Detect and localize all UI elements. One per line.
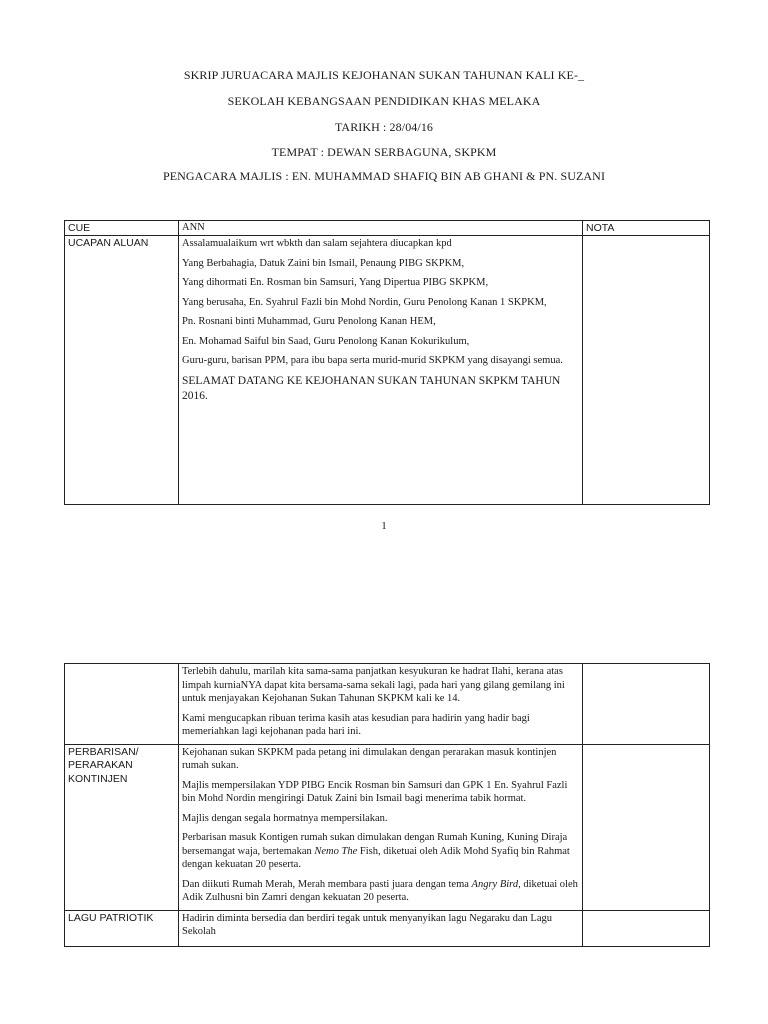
ann-cell <box>179 910 583 946</box>
nota-cell <box>583 744 710 910</box>
ann-paragraph: Kami mengucapkan ribuan terima kasih atas kesudian para hadirin yang hadir bagi memeriahkan lagi kejohanan pada hari ini. <box>182 712 530 737</box>
ann-paragraph: Hadirin diminta bersedia dan berdiri tegak untuk menyanyikan lagu Negaraku dan Lagu Sekolah <box>182 912 553 937</box>
ann-text: Fish, diketuai oleh Adik Mohd Syafiq bin Rahmat dengan kekuatan 20 peserta. <box>182 845 570 870</box>
column-header-cue: CUE <box>65 221 179 236</box>
event-date: TARIKH : 28/04/16 <box>334 120 434 134</box>
cue-cell: LAGU PATRIOTIK <box>65 910 179 946</box>
script-table-page2 <box>64 663 710 947</box>
welcome-announcement: SELAMAT DATANG KE KEJOHANAN SUKAN TAHUNAN SKPKM TAHUN 2016. <box>182 374 561 402</box>
script-title: SKRIP JURUACARA MAJLIS KEJOHANAN SUKAN TAHUNAN KALI KE-_ <box>183 68 585 82</box>
event-venue: TEMPAT : DEWAN SERBAGUNA, SKPKM <box>271 145 497 159</box>
ann-italic-text: Angry Bird, <box>471 878 521 890</box>
column-header-ann: ANN <box>179 221 583 236</box>
cue-cell <box>65 664 179 745</box>
ann-paragraph <box>182 831 579 872</box>
ann-paragraph: Kejohanan sukan SKPKM pada petang ini dimulakan dengan perarakan masuk kontinjen rumah sukan. <box>182 746 557 771</box>
ann-paragraph: En. Mohamad Saiful bin Saad, Guru Penolong Kanan Kokurikulum, <box>182 335 470 347</box>
column-header-nota: NOTA <box>583 221 710 236</box>
nota-cell <box>583 664 710 745</box>
ann-paragraph: Yang berusaha, En. Syahrul Fazli bin Mohd Nordin, Guru Penolong Kanan 1 SKPKM, <box>182 296 547 308</box>
table-row <box>65 236 710 505</box>
ann-cell <box>179 744 583 910</box>
ann-paragraph: Terlebih dahulu, marilah kita sama-sama panjatkan kesyukuran ke hadrat Ilahi, kerana atas limpah kurniaNYA dapat kita bersama-sama sekali lagi, pada hari yang gilang gemilang ini untuk menjayakan Kejohanan Sukan Tahunan SKPKM kali ke 14. <box>182 666 565 704</box>
ann-cell <box>179 664 583 745</box>
ann-cell <box>179 236 583 505</box>
ann-paragraph: Guru-guru, barisan PPM, para ibu bapa serta murid-murid SKPKM yang disayangi semua. <box>182 355 563 366</box>
ann-paragraph: Pn. Rosnani binti Muhammad, Guru Penolong Kanan HEM, <box>182 316 436 327</box>
script-table-page1 <box>64 220 710 505</box>
ann-paragraph: Majlis dengan segala hormatnya mempersilakan. <box>182 812 388 824</box>
ann-paragraph: Yang Berbahagia, Datuk Zaini bin Ismail, Penaung PIBG SKPKM, <box>182 257 465 269</box>
cue-cell: PERBARISAN/ PERARAKAN KONTINJEN <box>65 744 179 910</box>
page-number: 1 <box>381 520 387 532</box>
ann-italic-text: Nemo The <box>314 845 358 857</box>
table-row <box>65 910 710 946</box>
ann-text: diketuai oleh Adik Zulhusni bin Zamri dengan kekuatan 20 peserta. <box>182 878 578 903</box>
ann-paragraph: Assalamualaikum wrt wbkth dan salam sejahtera diucapkan kpd <box>182 238 452 249</box>
school-name: SEKOLAH KEBANGSAAN PENDIDIKAN KHAS MELAKA <box>227 94 541 108</box>
cue-cell: UCAPAN ALUAN <box>65 236 179 505</box>
nota-cell <box>583 236 710 505</box>
table-row <box>65 744 710 910</box>
ann-text: Perbarisan masuk Kontigen rumah sukan dimulakan dengan Rumah Kuning, Kuning Diraja bersemangat waja, bertemakan <box>182 832 568 857</box>
table-row <box>65 664 710 745</box>
ann-paragraph: Yang dihormati En. Rosman bin Samsuri, Yang Dipertua PIBG SKPKM, <box>182 277 489 288</box>
ann-paragraph: Majlis mempersilakan YDP PIBG Encik Rosman bin Samsuri dan GPK 1 En. Syahrul Fazli bin Mohd Nordin mengiringi Datuk Zaini bin Ismail bagi menerima tabik hormat. <box>182 779 568 804</box>
ann-paragraph <box>182 878 579 905</box>
ann-text: Dan diikuti Rumah Merah, Merah membara pasti juara dengan tema <box>182 878 472 890</box>
emcee-names: PENGACARA MAJLIS : EN. MUHAMMAD SHAFIQ BIN AB GHANI & PN. SUZANI <box>162 169 606 183</box>
nota-cell <box>583 910 710 946</box>
table-header-row <box>65 221 710 236</box>
